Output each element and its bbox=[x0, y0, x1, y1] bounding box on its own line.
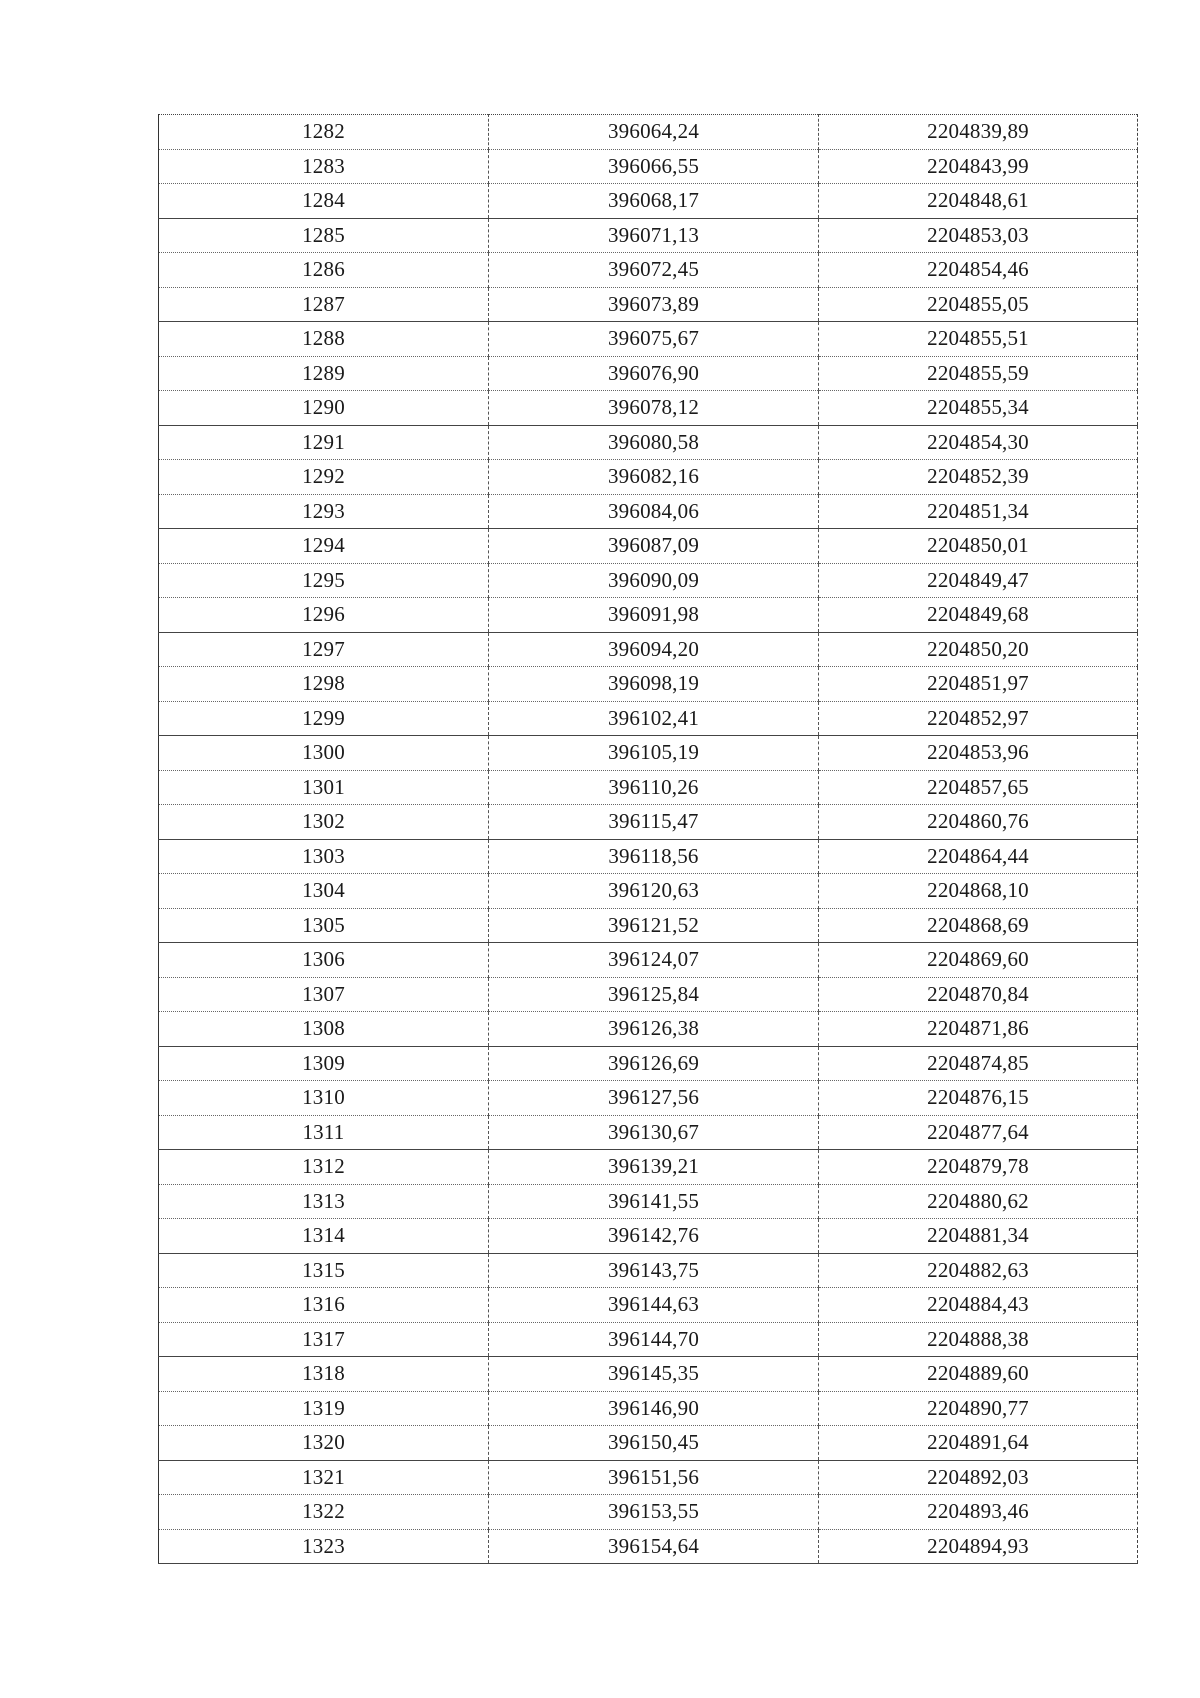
x-coordinate-cell: 396087,09 bbox=[489, 529, 819, 564]
table-row bbox=[159, 425, 1138, 460]
point-number-cell: 1310 bbox=[159, 1081, 489, 1116]
y-coordinate-cell: 2204839,89 bbox=[819, 115, 1138, 150]
point-number-cell: 1312 bbox=[159, 1150, 489, 1185]
point-number-cell: 1289 bbox=[159, 356, 489, 391]
y-coordinate-cell: 2204877,64 bbox=[819, 1115, 1138, 1150]
table-row bbox=[159, 253, 1138, 288]
point-number-cell: 1311 bbox=[159, 1115, 489, 1150]
x-coordinate-cell: 396084,06 bbox=[489, 494, 819, 529]
y-coordinate-cell: 2204879,78 bbox=[819, 1150, 1138, 1185]
table-row bbox=[159, 839, 1138, 874]
y-coordinate-cell: 2204854,46 bbox=[819, 253, 1138, 288]
x-coordinate-cell: 396118,56 bbox=[489, 839, 819, 874]
y-coordinate-cell: 2204889,60 bbox=[819, 1357, 1138, 1392]
x-coordinate-cell: 396078,12 bbox=[489, 391, 819, 426]
table-row bbox=[159, 287, 1138, 322]
table-row bbox=[159, 1529, 1138, 1564]
x-coordinate-cell: 396142,76 bbox=[489, 1219, 819, 1254]
table-row bbox=[159, 943, 1138, 978]
table-row bbox=[159, 632, 1138, 667]
y-coordinate-cell: 2204857,65 bbox=[819, 770, 1138, 805]
point-number-cell: 1316 bbox=[159, 1288, 489, 1323]
y-coordinate-cell: 2204851,34 bbox=[819, 494, 1138, 529]
point-number-cell: 1299 bbox=[159, 701, 489, 736]
point-number-cell: 1292 bbox=[159, 460, 489, 495]
point-number-cell: 1305 bbox=[159, 908, 489, 943]
table-row bbox=[159, 770, 1138, 805]
point-number-cell: 1287 bbox=[159, 287, 489, 322]
y-coordinate-cell: 2204855,34 bbox=[819, 391, 1138, 426]
table-row bbox=[159, 1391, 1138, 1426]
table-row bbox=[159, 1288, 1138, 1323]
y-coordinate-cell: 2204850,20 bbox=[819, 632, 1138, 667]
x-coordinate-cell: 396091,98 bbox=[489, 598, 819, 633]
point-number-cell: 1296 bbox=[159, 598, 489, 633]
y-coordinate-cell: 2204849,68 bbox=[819, 598, 1138, 633]
y-coordinate-cell: 2204888,38 bbox=[819, 1322, 1138, 1357]
point-number-cell: 1314 bbox=[159, 1219, 489, 1254]
y-coordinate-cell: 2204854,30 bbox=[819, 425, 1138, 460]
table-row bbox=[159, 1322, 1138, 1357]
x-coordinate-cell: 396072,45 bbox=[489, 253, 819, 288]
point-number-cell: 1294 bbox=[159, 529, 489, 564]
point-number-cell: 1313 bbox=[159, 1184, 489, 1219]
table-row bbox=[159, 460, 1138, 495]
point-number-cell: 1288 bbox=[159, 322, 489, 357]
y-coordinate-cell: 2204843,99 bbox=[819, 149, 1138, 184]
table-row bbox=[159, 1081, 1138, 1116]
y-coordinate-cell: 2204871,86 bbox=[819, 1012, 1138, 1047]
table-row bbox=[159, 149, 1138, 184]
table-row bbox=[159, 667, 1138, 702]
table-row bbox=[159, 736, 1138, 771]
y-coordinate-cell: 2204870,84 bbox=[819, 977, 1138, 1012]
x-coordinate-cell: 396073,89 bbox=[489, 287, 819, 322]
y-coordinate-cell: 2204848,61 bbox=[819, 184, 1138, 219]
table-row bbox=[159, 805, 1138, 840]
y-coordinate-cell: 2204849,47 bbox=[819, 563, 1138, 598]
table-row bbox=[159, 115, 1138, 150]
table-row bbox=[159, 1150, 1138, 1185]
y-coordinate-cell: 2204884,43 bbox=[819, 1288, 1138, 1323]
point-number-cell: 1304 bbox=[159, 874, 489, 909]
x-coordinate-cell: 396071,13 bbox=[489, 218, 819, 253]
table-row bbox=[159, 1046, 1138, 1081]
point-number-cell: 1303 bbox=[159, 839, 489, 874]
table-row bbox=[159, 563, 1138, 598]
point-number-cell: 1317 bbox=[159, 1322, 489, 1357]
x-coordinate-cell: 396098,19 bbox=[489, 667, 819, 702]
x-coordinate-cell: 396151,56 bbox=[489, 1460, 819, 1495]
point-number-cell: 1321 bbox=[159, 1460, 489, 1495]
point-number-cell: 1323 bbox=[159, 1529, 489, 1564]
table-row bbox=[159, 1357, 1138, 1392]
coordinates-table bbox=[158, 114, 1138, 1564]
y-coordinate-cell: 2204881,34 bbox=[819, 1219, 1138, 1254]
table-row bbox=[159, 1253, 1138, 1288]
table-row bbox=[159, 529, 1138, 564]
y-coordinate-cell: 2204852,97 bbox=[819, 701, 1138, 736]
x-coordinate-cell: 396154,64 bbox=[489, 1529, 819, 1564]
y-coordinate-cell: 2204851,97 bbox=[819, 667, 1138, 702]
table-row bbox=[159, 218, 1138, 253]
y-coordinate-cell: 2204874,85 bbox=[819, 1046, 1138, 1081]
x-coordinate-cell: 396150,45 bbox=[489, 1426, 819, 1461]
point-number-cell: 1293 bbox=[159, 494, 489, 529]
y-coordinate-cell: 2204860,76 bbox=[819, 805, 1138, 840]
table-row bbox=[159, 184, 1138, 219]
y-coordinate-cell: 2204852,39 bbox=[819, 460, 1138, 495]
table-row bbox=[159, 1460, 1138, 1495]
x-coordinate-cell: 396115,47 bbox=[489, 805, 819, 840]
x-coordinate-cell: 396102,41 bbox=[489, 701, 819, 736]
point-number-cell: 1320 bbox=[159, 1426, 489, 1461]
table-row bbox=[159, 322, 1138, 357]
y-coordinate-cell: 2204869,60 bbox=[819, 943, 1138, 978]
table-row bbox=[159, 391, 1138, 426]
y-coordinate-cell: 2204882,63 bbox=[819, 1253, 1138, 1288]
point-number-cell: 1295 bbox=[159, 563, 489, 598]
y-coordinate-cell: 2204890,77 bbox=[819, 1391, 1138, 1426]
x-coordinate-cell: 396124,07 bbox=[489, 943, 819, 978]
x-coordinate-cell: 396126,38 bbox=[489, 1012, 819, 1047]
point-number-cell: 1308 bbox=[159, 1012, 489, 1047]
table-row bbox=[159, 977, 1138, 1012]
x-coordinate-cell: 396143,75 bbox=[489, 1253, 819, 1288]
table-row bbox=[159, 1426, 1138, 1461]
table-row bbox=[159, 494, 1138, 529]
y-coordinate-cell: 2204892,03 bbox=[819, 1460, 1138, 1495]
point-number-cell: 1302 bbox=[159, 805, 489, 840]
y-coordinate-cell: 2204855,51 bbox=[819, 322, 1138, 357]
y-coordinate-cell: 2204868,69 bbox=[819, 908, 1138, 943]
table-row bbox=[159, 874, 1138, 909]
x-coordinate-cell: 396125,84 bbox=[489, 977, 819, 1012]
x-coordinate-cell: 396130,67 bbox=[489, 1115, 819, 1150]
point-number-cell: 1307 bbox=[159, 977, 489, 1012]
y-coordinate-cell: 2204864,44 bbox=[819, 839, 1138, 874]
coordinates-table-body bbox=[159, 115, 1138, 1564]
point-number-cell: 1301 bbox=[159, 770, 489, 805]
point-number-cell: 1285 bbox=[159, 218, 489, 253]
x-coordinate-cell: 396075,67 bbox=[489, 322, 819, 357]
x-coordinate-cell: 396076,90 bbox=[489, 356, 819, 391]
x-coordinate-cell: 396146,90 bbox=[489, 1391, 819, 1426]
point-number-cell: 1290 bbox=[159, 391, 489, 426]
point-number-cell: 1318 bbox=[159, 1357, 489, 1392]
table-row bbox=[159, 356, 1138, 391]
point-number-cell: 1306 bbox=[159, 943, 489, 978]
point-number-cell: 1309 bbox=[159, 1046, 489, 1081]
x-coordinate-cell: 396120,63 bbox=[489, 874, 819, 909]
y-coordinate-cell: 2204893,46 bbox=[819, 1495, 1138, 1530]
x-coordinate-cell: 396126,69 bbox=[489, 1046, 819, 1081]
table-row bbox=[159, 908, 1138, 943]
table-row bbox=[159, 701, 1138, 736]
x-coordinate-cell: 396139,21 bbox=[489, 1150, 819, 1185]
x-coordinate-cell: 396066,55 bbox=[489, 149, 819, 184]
point-number-cell: 1282 bbox=[159, 115, 489, 150]
x-coordinate-cell: 396144,70 bbox=[489, 1322, 819, 1357]
x-coordinate-cell: 396090,09 bbox=[489, 563, 819, 598]
x-coordinate-cell: 396064,24 bbox=[489, 115, 819, 150]
y-coordinate-cell: 2204880,62 bbox=[819, 1184, 1138, 1219]
point-number-cell: 1319 bbox=[159, 1391, 489, 1426]
table-row bbox=[159, 1115, 1138, 1150]
x-coordinate-cell: 396145,35 bbox=[489, 1357, 819, 1392]
x-coordinate-cell: 396141,55 bbox=[489, 1184, 819, 1219]
table-row bbox=[159, 1495, 1138, 1530]
y-coordinate-cell: 2204855,05 bbox=[819, 287, 1138, 322]
y-coordinate-cell: 2204876,15 bbox=[819, 1081, 1138, 1116]
y-coordinate-cell: 2204894,93 bbox=[819, 1529, 1138, 1564]
x-coordinate-cell: 396082,16 bbox=[489, 460, 819, 495]
point-number-cell: 1297 bbox=[159, 632, 489, 667]
y-coordinate-cell: 2204850,01 bbox=[819, 529, 1138, 564]
point-number-cell: 1291 bbox=[159, 425, 489, 460]
x-coordinate-cell: 396144,63 bbox=[489, 1288, 819, 1323]
x-coordinate-cell: 396068,17 bbox=[489, 184, 819, 219]
table-row bbox=[159, 1012, 1138, 1047]
x-coordinate-cell: 396105,19 bbox=[489, 736, 819, 771]
x-coordinate-cell: 396094,20 bbox=[489, 632, 819, 667]
point-number-cell: 1283 bbox=[159, 149, 489, 184]
table-row bbox=[159, 1219, 1138, 1254]
table-row bbox=[159, 1184, 1138, 1219]
point-number-cell: 1286 bbox=[159, 253, 489, 288]
point-number-cell: 1300 bbox=[159, 736, 489, 771]
x-coordinate-cell: 396127,56 bbox=[489, 1081, 819, 1116]
x-coordinate-cell: 396080,58 bbox=[489, 425, 819, 460]
point-number-cell: 1315 bbox=[159, 1253, 489, 1288]
point-number-cell: 1298 bbox=[159, 667, 489, 702]
point-number-cell: 1322 bbox=[159, 1495, 489, 1530]
point-number-cell: 1284 bbox=[159, 184, 489, 219]
y-coordinate-cell: 2204855,59 bbox=[819, 356, 1138, 391]
x-coordinate-cell: 396153,55 bbox=[489, 1495, 819, 1530]
x-coordinate-cell: 396121,52 bbox=[489, 908, 819, 943]
y-coordinate-cell: 2204853,03 bbox=[819, 218, 1138, 253]
table-row bbox=[159, 598, 1138, 633]
x-coordinate-cell: 396110,26 bbox=[489, 770, 819, 805]
y-coordinate-cell: 2204891,64 bbox=[819, 1426, 1138, 1461]
y-coordinate-cell: 2204853,96 bbox=[819, 736, 1138, 771]
y-coordinate-cell: 2204868,10 bbox=[819, 874, 1138, 909]
